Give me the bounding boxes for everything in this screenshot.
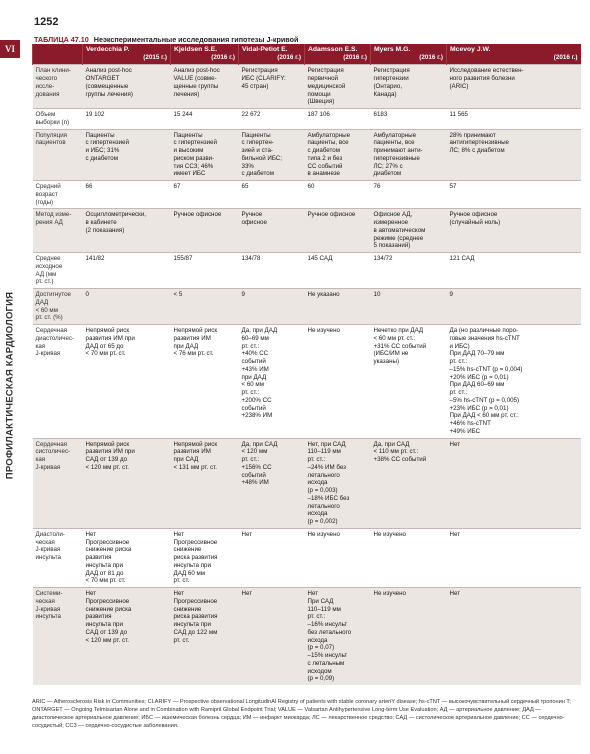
column-header [305, 44, 371, 65]
table-cell: Непрямой риск развития ИМ при САД < 131 мм рт. ст. [171, 438, 239, 528]
column-header-name: Vidal-Petiot E. [242, 46, 288, 53]
column-header-name: Mcevoy J.W. [450, 46, 491, 53]
table-cell: 19 102 [83, 109, 171, 130]
table-cell: Регистрация ИБС (CLARIFY: 45 стран) [239, 65, 305, 109]
section-title: ПРОФИЛАКТИЧЕСКАЯ КАРДИОЛОГИЯ [4, 291, 16, 480]
table-cell: 22 672 [239, 109, 305, 130]
table-cell: Не изучено [371, 528, 447, 587]
table-footnote: ARIC — Atherosclerosis Risk in Communities; CLARIFY — Prospective observational LongitudinAl Registry of patients with stable coronary arteriY disease; hs-cTNT — высокочувствительный сердечный тропонин T; ONTARGET — Ongoing Telmisartan Alone and in Combination with Ramipril Global Endpoint Trial; VALUE — Valsartan Antihypertensive Long-term Use Evaluation; АД — артериальное давление; ДАД — диастолическое артериальное давление; ИБС — ишемическая болезнь сердца; ИМ — инфаркт миокарда; ЛС — лекарственное средство; САД — систолическое артериальное давление; СС — сердечно-сосудистый; ССЗ — сердечно-сосудистые заболевания. [32, 699, 571, 730]
table-container [32, 44, 580, 685]
table-cell: Непрямой риск развития ИМ при САД от 139 до < 120 мм рт. ст. [83, 438, 171, 528]
table-row [33, 109, 581, 130]
table-cell: 66 [83, 181, 171, 209]
column-header [371, 44, 447, 65]
table-cell: Анализ post-hoc ONTARGET (совмещенные группы лечения) [83, 65, 171, 109]
column-header-name: Myers M.G. [374, 46, 411, 53]
table-cell: 60 [305, 181, 371, 209]
row-label: Метод изме- рения АД [33, 209, 83, 253]
table-cell: Нет [447, 588, 581, 686]
column-header-name: Kjeldsen S.E. [174, 46, 218, 53]
page-number: 1252 [34, 16, 59, 28]
table-cell: Регистрация первичной медицинской помощи (Швеция) [305, 65, 371, 109]
table-cell: 121 САД [447, 253, 581, 289]
table-cell: Регистрация гипертензии (Онтарио, Канада) [371, 65, 447, 109]
table-row [33, 438, 581, 528]
row-label: План клини- ческого иссле- дования [33, 65, 83, 109]
table-cell: 134/78 [239, 253, 305, 289]
row-label: Достигнутое ДАД < 60 мм рт. ст. (%) [33, 289, 83, 325]
table-cell: Амбулаторные пациенты, все принимают анти- гипертензивные ЛС; 27% с диабетом [371, 129, 447, 181]
table-cell: Нет [447, 438, 581, 528]
column-header [447, 44, 581, 65]
row-label: Среднее исходное АД (мм рт. ст.) [33, 253, 83, 289]
table-row [33, 253, 581, 289]
column-header [83, 44, 171, 65]
table-cell: Не изучено [305, 528, 371, 587]
table-row [33, 181, 581, 209]
table-cell: Нет, при САД 110–119 мм рт. ст.: –24% ИМ без летального исхода (p = 0,003) –18% ИБС без летального исхода (p = 0,002) [305, 438, 371, 528]
table-cell: Ручное офисное [171, 209, 239, 253]
column-header [239, 44, 305, 65]
table-cell: Да, при САД < 110 мм рт. ст.: +38% СС событий [371, 438, 447, 528]
table-row [33, 289, 581, 325]
table-cell: 134/72 [371, 253, 447, 289]
table-cell: Нет [239, 588, 305, 686]
table-cell: Нет [447, 528, 581, 587]
table-header-row [33, 44, 581, 65]
table-cell: Пациенты с гипертензией и ИБС; 31% с диабетом [83, 129, 171, 181]
table-cell: Нет Прогрессивное снижение риска развития инсульта при САД до 122 мм рт. ст. [171, 588, 239, 686]
table-cell: Не изучено [305, 325, 371, 439]
column-header-year: (2016 г.) [419, 54, 443, 62]
table-cell: Осциллометрически, в кабинете (2 показания) [83, 209, 171, 253]
table-label: ТАБЛИЦА 47.10 [34, 35, 89, 44]
table-caption [34, 35, 298, 44]
table-row [33, 325, 581, 439]
column-header-year: (2016 г.) [211, 54, 235, 62]
table-cell: 145 САД [305, 253, 371, 289]
table-cell: Не изучено [371, 588, 447, 686]
table-cell: Ручное офисное [239, 209, 305, 253]
table-cell: 28% принимают антигипертензивные ЛС; 8% с диабетом [447, 129, 581, 181]
table-cell: Пациенты с гипертен- зией и ста- бильной ИБС; 33% с диабетом [239, 129, 305, 181]
table-cell: Нет [239, 528, 305, 587]
table-cell: 187 106 [305, 109, 371, 130]
table-cell: 65 [239, 181, 305, 209]
j-curve-table [32, 44, 581, 685]
row-label: Сердечная систоличес- кая J-кривая [33, 438, 83, 528]
row-label: Объем выборки (n) [33, 109, 83, 130]
table-cell: 10 [371, 289, 447, 325]
table-cell: Ручное офисное (случайный ноль) [447, 209, 581, 253]
table-cell: 9 [447, 289, 581, 325]
row-label: Популяция пациентов [33, 129, 83, 181]
table-cell: Да, при ДАД 60–69 мм рт. ст.: +40% СС событий +43% ИМ при ДАД < 60 мм рт. ст.: +200% СС событий +238% ИМ [239, 325, 305, 439]
row-label: Сердечная диастоличес- кая J-кривая [33, 325, 83, 439]
row-label: Средний возраст (годы) [33, 181, 83, 209]
column-header [171, 44, 239, 65]
table-cell: 141/82 [83, 253, 171, 289]
table-cell: Анализ post-hoc VALUE (совме- щенные группы лечения) [171, 65, 239, 109]
table-body [33, 65, 581, 685]
section-tab: VI [0, 40, 20, 58]
row-label: Диастоли- ческая J-кривая инсульта [33, 528, 83, 587]
table-cell: < 5 [171, 289, 239, 325]
column-header-name: Verdecchia P. [86, 46, 130, 53]
header-corner [33, 44, 83, 65]
table-cell: Ручное офисное [305, 209, 371, 253]
table-cell: Непрямой риск развития ИМ при ДАД < 76 мм рт. ст. [171, 325, 239, 439]
table-cell: 11 565 [447, 109, 581, 130]
table-cell: Нет При САД 110–119 мм рт. ст.: –16% инсульт без летального исхода (p = 0,07) –15% инсульт с летальным исходом (p = 0,09) [305, 588, 371, 686]
table-cell: 0 [83, 289, 171, 325]
table-cell: 57 [447, 181, 581, 209]
table-cell: Нет Прогрессивное снижение риска развития инсульта при ДАД от 81 до < 70 мм рт. ст. [83, 528, 171, 587]
table-cell: Нет Прогрессивное снижение риска развития инсульта при САД от 139 до < 120 мм рт. ст. [83, 588, 171, 686]
table-cell: Да (но различные поро- говые значения hs-cTNT и ИБС) При ДАД 70–79 мм рт. ст.: –15% hs-cTNT (p = 0,004) +20% ИБС (p = 0,01) При ДАД 60–69 мм рт. ст.: –5% hs-cTNT (p = 0,005) +23% ИБС (p = 0,01) При ДАД < 60 мм рт. ст.: +46% hs-cTNT +49% ИБС [447, 325, 581, 439]
table-cell: Нечетко при ДАД < 60 мм рт. ст.: +31% СС событий (ИБС/ИМ не указаны) [371, 325, 447, 439]
table-row [33, 129, 581, 181]
column-header-year: (2016 г.) [343, 54, 367, 62]
table-cell: Пациенты с гипертензией и высоким риском разви- тия ССЗ; 46% имеет ИБС [171, 129, 239, 181]
table-cell: 76 [371, 181, 447, 209]
table-cell: Непрямой риск развития ИМ при ДАД от 65 до < 70 мм рт. ст. [83, 325, 171, 439]
table-row [33, 588, 581, 686]
table-cell: 9 [239, 289, 305, 325]
column-header-year: (2015 г.) [143, 54, 167, 62]
table-cell: Не указано [305, 289, 371, 325]
column-header-name: Adamsson E.S. [308, 46, 358, 53]
table-cell: 67 [171, 181, 239, 209]
table-title: Неэкспериментальные исследования гипотезы J-кривой [93, 35, 299, 44]
table-cell: Исследование естествен- ного развития болезни (ARIC) [447, 65, 581, 109]
table-cell: 15 244 [171, 109, 239, 130]
table-row [33, 65, 581, 109]
table-cell: Нет Прогрессивное снижение риска развития инсульта при ДАД 60 мм рт. ст. [171, 528, 239, 587]
column-header-year: (2016 г.) [277, 54, 301, 62]
table-row [33, 209, 581, 253]
column-header-year: (2016 г.) [553, 54, 578, 62]
table-cell: 155/87 [171, 253, 239, 289]
table-cell: Офисное АД, измеренное в автоматическом режиме (среднее 5 показаний) [371, 209, 447, 253]
section-sidebar [4, 280, 16, 500]
table-row [33, 528, 581, 587]
table-cell: Амбулаторные пациенты, все с диабетом типа 2 и без СС событий в анамнезе [305, 129, 371, 181]
table-cell: 6183 [371, 109, 447, 130]
row-label: Системи- ческая J-кривая инсульта [33, 588, 83, 686]
table-cell: Да, при САД < 120 мм рт. ст.: +156% СС событий +48% ИМ [239, 438, 305, 528]
